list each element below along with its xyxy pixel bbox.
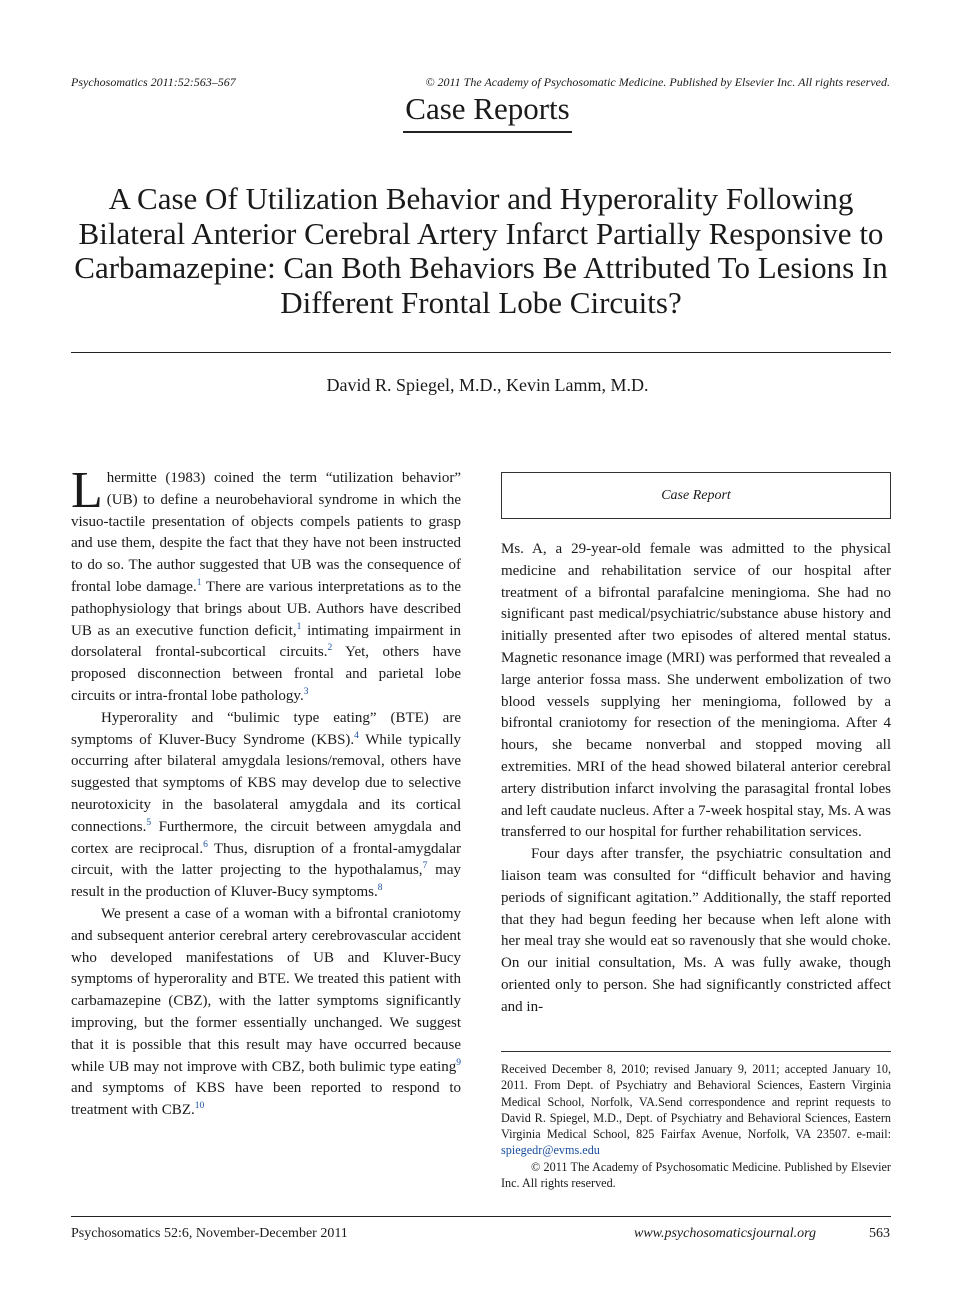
reference-link[interactable]: 7 [422, 861, 428, 872]
article-footnote [501, 1061, 891, 1191]
footnote-divider [501, 1051, 891, 1052]
footnote-received: Received December 8, 2010; revised January 9, 2011; accepted January 10, 2011. From Dept. of Psychiatry and Behavioral Sciences, Eastern Virginia Medical School, Norfolk, VA.Send correspondence and reprint requests to David R. Spiegel, M.D., Dept. of Psychiatry and Behavioral Sciences, Eastern Virginia Medical School, 825 Fairfax Avenue, Norfolk, VA 23507. e-mail: spiegedr@evms.edu [501, 1062, 891, 1158]
section-heading [0, 91, 975, 133]
drop-cap: L [71, 462, 103, 519]
journal-citation: Psychosomatics 2011:52:563–567 [71, 75, 236, 89]
reference-link[interactable]: 1 [196, 577, 202, 588]
author-list: David R. Spiegel, M.D., Kevin Lamm, M.D. [326, 375, 649, 395]
paragraph-consultation: Four days after transfer, the psychiatric consultation and liaison team was consulted for “difficult behavior and having periods of significant agitation.” Additionally, the staff reported that they had begun feeding her because when left alone with her meal tray she would eat so ravenously that she would choke. On our initial consultation, Ms. A was fully awake, though oriented only to person. She had significantly constricted affect and in- [501, 846, 891, 1015]
reference-link[interactable]: 6 [203, 839, 208, 850]
section-heading-label: Case Reports [403, 91, 571, 133]
reference-link[interactable]: 10 [194, 1101, 205, 1112]
reference-link[interactable]: 4 [354, 730, 359, 741]
page-number: 563 [869, 1226, 890, 1241]
reference-link[interactable]: 3 [303, 686, 309, 697]
paragraph-kbs: Hyperorality and “bulimic type eating” (BTE) are symptoms of Kluver-Bucy Syndrome (KBS).$^4$ While typically occurring after bilateral amygdala lesions/removal, others have suggested that symptoms of KBS may develop due to selective neurotoxicity in the basolateral amygdala and its cortical connections.$^5$ Furthermore, the circuit between amygdala and cortex are reciprocal.$^6$ Thus, disruption of a frontal-amygdalar circuit, with the latter projecting to the hypothalamus,$^7$ may result in the production of Kluver-Bucy symptoms.$^8$ [71, 709, 462, 901]
reference-link[interactable]: 5 [146, 817, 152, 828]
reference-link[interactable]: 8 [377, 883, 383, 894]
footer-divider [71, 1216, 891, 1217]
email-link[interactable]: spiegedr@evms.edu [501, 1143, 600, 1158]
footnote-copyright: © 2011 The Academy of Psychosomatic Medicine. Published by Elsevier Inc. All rights reserved. [501, 1159, 891, 1191]
article-title: A Case Of Utilization Behavior and Hyperorality Following Bilateral Anterior Cerebral Artery Infarct Partially Responsive to Carbamazepine: Can Both Behaviors Be Attributed To Lesions In Different Frontal Lobe Circuits? [74, 181, 888, 320]
case-report-box: Case Report [501, 472, 891, 519]
footer-journal: Psychosomatics 52:6, November-December 2011 [71, 1226, 348, 1241]
reference-link[interactable]: 1 [296, 621, 302, 632]
paragraph-case-summary: We present a case of a woman with a bifrontal craniotomy and subsequent anterior cerebral artery cerebrovascular accident who developed manifestations of UB and Kluver-Bucy symptoms of hyperorality and BTE. We treated this patient with carbamazepine (CBZ), with the latter symptoms significantly improving, but the former essentially unchanged. We suggest that it is possible that this result may have occurred because while UB may not improve with CBZ, both bulimic type eating$^9$ and symptoms of KBS have been reported to respond to treatment with CBZ.$^{10}$ [71, 905, 461, 1119]
title-divider [71, 352, 891, 353]
left-column [71, 462, 462, 1122]
paragraph-intro: Lhermitte (1983) coined the term “utilization behavior” (UB) to define a neurobehavioral syndrome in which the visuo-tactile presentation of objects compels patients to grasp and use them, despite the fact that they have not been instructed to do so. The author suggested that UB was the consequence of frontal lobe damage.$^1$ There are various interpretations as to the pathophysiology that brings about UB. Authors have described UB as an executive function deficit,$^1$ intimating impairment in dorsolateral frontal-subcortical circuits.$^2$ Yet, others have proposed disconnection between frontal and parietal lobe circuits or intra-frontal lobe pathology.$^3$ [71, 462, 461, 704]
reference-link[interactable]: 9 [456, 1057, 461, 1068]
right-column [501, 539, 891, 1019]
paragraph-case-history: Ms. A, a 29-year-old female was admitted to the physical medicine and rehabilitation service of our hospital after treatment of a bifrontal parafalcine meningioma. She had no significant past medical/psychiatric/substance abuse history and initially presented after two episodes of altered mental status. Magnetic resonance image (MRI) was performed that revealed a large anterior fossa mass. She underwent embolization of two blood vessels supplying her meningioma, followed by a bifrontal craniotomy for resection of the meningioma. After 4 hours, she became nonverbal and stopped moving all extremities. MRI of the head showed bilateral anterior cerebral artery distribution infarct involving the parasagital frontal lobes and left caudate nucleus. After a 7-week hospital stay, Ms. A was transferred to our hospital for further rehabilitation services. [501, 541, 891, 841]
reference-link[interactable]: 2 [327, 643, 333, 654]
copyright-notice: © 2011 The Academy of Psychosomatic Medicine. Published by Elsevier Inc. All rights reserved. [425, 75, 890, 89]
footer-url-link[interactable]: www.psychosomaticsjournal.org [634, 1226, 817, 1241]
